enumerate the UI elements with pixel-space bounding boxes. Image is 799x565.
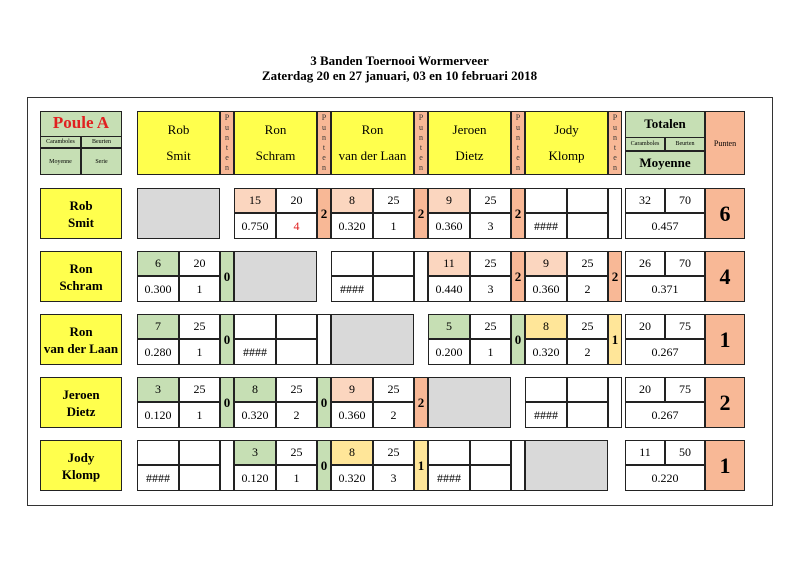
match-serie: 3 [470,276,511,302]
match-beurten [470,440,511,465]
total-points: 4 [705,251,745,302]
match-moyenne: 0.440 [428,276,470,302]
punten-letter: n [516,163,520,172]
row-last-name: Smit [68,214,94,230]
total-beurten: 75 [665,377,705,402]
total-moyenne: 0.267 [625,339,705,365]
column-header-first-name: Jody [554,122,579,137]
match-points: 2 [317,188,331,239]
punten-letter: n [322,163,326,172]
row-player-name [40,377,122,428]
column-header-player [137,111,220,175]
match-serie [179,465,220,491]
match-beurten [276,314,317,339]
legend-caramboles: Caramboles [40,136,81,148]
match-caramboles: 9 [525,251,567,276]
match-serie: 1 [373,213,414,239]
legend-beurten: Beurten [81,136,122,148]
match-points: 0 [220,377,234,428]
punten-letter: P [612,113,618,122]
punten-letter: n [516,133,520,142]
punten-letter: t [516,143,520,152]
total-caramboles: 26 [625,251,665,276]
punten-letter: u [516,123,520,132]
totals-header-caramboles: Caramboles [625,137,665,151]
match-serie: 3 [373,465,414,491]
match-points: 2 [608,251,622,302]
match-serie [276,339,317,365]
self-match-cell [234,251,317,302]
match-points [608,188,622,239]
match-serie: 1 [470,339,511,365]
column-header-first-name: Ron [264,122,287,137]
match-moyenne: #### [428,465,470,491]
punten-letter: P [515,113,521,122]
match-moyenne: 0.360 [428,213,470,239]
match-points: 0 [317,377,331,428]
match-serie: 1 [276,465,317,491]
column-header-player [234,111,317,175]
row-last-name: Dietz [66,403,96,419]
column-header-first-name: Jeroen [452,122,487,137]
total-points: 6 [705,188,745,239]
match-serie: 1 [179,402,220,428]
column-header-punten [317,111,331,175]
match-beurten: 25 [567,251,608,276]
match-serie: 1 [179,276,220,302]
match-points: 1 [608,314,622,365]
match-serie: 2 [567,339,608,365]
match-caramboles: 8 [234,377,276,402]
match-caramboles [525,377,567,402]
total-points: 1 [705,314,745,365]
punten-letter: e [516,153,520,162]
match-caramboles: 6 [137,251,179,276]
punten-letter: n [322,133,326,142]
row-player-name [40,251,122,302]
match-points: 2 [414,188,428,239]
match-serie: 3 [470,213,511,239]
match-moyenne: 0.750 [234,213,276,239]
match-beurten [179,440,220,465]
legend-serie: Serie [81,148,122,175]
match-moyenne: #### [234,339,276,365]
match-caramboles: 8 [525,314,567,339]
punten-letter: P [321,113,327,122]
match-moyenne: 0.360 [525,276,567,302]
punten-letter: u [225,123,229,132]
match-beurten: 25 [373,188,414,213]
match-serie [373,276,414,302]
match-points [220,440,234,491]
punten-letter: u [419,123,423,132]
total-moyenne: 0.220 [625,465,705,491]
match-caramboles: 8 [331,188,373,213]
match-beurten: 20 [276,188,317,213]
row-first-name: Ron [69,323,93,339]
total-caramboles: 32 [625,188,665,213]
match-caramboles: 15 [234,188,276,213]
match-points: 2 [511,188,525,239]
match-caramboles [137,440,179,465]
match-moyenne: #### [331,276,373,302]
match-beurten: 25 [470,188,511,213]
total-moyenne: 0.371 [625,276,705,302]
match-points: 1 [414,440,428,491]
match-moyenne: #### [525,213,567,239]
total-beurten: 75 [665,314,705,339]
punten-letter: t [225,143,229,152]
total-moyenne: 0.267 [625,402,705,428]
match-caramboles: 3 [137,377,179,402]
column-header-player [331,111,414,175]
punten-letter: u [322,123,326,132]
match-points: 2 [414,377,428,428]
self-match-cell [428,377,511,428]
row-last-name: Klomp [61,466,101,482]
match-caramboles [428,440,470,465]
match-serie: 2 [567,276,608,302]
match-caramboles [525,188,567,213]
punten-letter: n [613,133,617,142]
poule-title: Poule A [52,113,110,132]
totals-header-punten: Punten [705,111,745,175]
punten-letter: n [613,163,617,172]
tournament-title: 3 Banden Toernooi Wormerveer [310,53,489,68]
row-last-name: van der Laan [43,340,119,356]
match-moyenne: 0.320 [234,402,276,428]
match-moyenne: 0.200 [428,339,470,365]
punten-letter: P [224,113,230,122]
punten-letter: n [419,163,423,172]
match-beurten [567,377,608,402]
match-caramboles: 7 [137,314,179,339]
match-caramboles: 5 [428,314,470,339]
self-match-cell [331,314,414,365]
match-caramboles: 9 [428,188,470,213]
match-serie [567,402,608,428]
match-beurten: 25 [276,377,317,402]
match-serie: 2 [276,402,317,428]
match-beurten: 25 [567,314,608,339]
column-header-last-name: Klomp [548,148,585,163]
match-points [608,377,622,428]
punten-letter: P [418,113,424,122]
column-header-last-name: Dietz [455,148,484,163]
match-serie: 4 [276,213,317,239]
column-header-first-name: Ron [361,122,384,137]
match-moyenne: 0.360 [331,402,373,428]
total-caramboles: 20 [625,377,665,402]
punten-letter: t [322,143,326,152]
match-moyenne: 0.120 [234,465,276,491]
column-header-punten [414,111,428,175]
total-caramboles: 11 [625,440,665,465]
totals-header-title: Totalen [644,116,686,131]
match-caramboles: 11 [428,251,470,276]
match-moyenne: #### [137,465,179,491]
total-points: 1 [705,440,745,491]
total-moyenne: 0.457 [625,213,705,239]
match-caramboles: 9 [331,377,373,402]
match-points [511,440,525,491]
match-beurten [373,251,414,276]
punten-letter: u [613,123,617,132]
match-moyenne: 0.280 [137,339,179,365]
match-beurten: 25 [179,314,220,339]
total-beurten: 70 [665,188,705,213]
match-caramboles: 3 [234,440,276,465]
column-header-punten [220,111,234,175]
match-beurten: 25 [373,440,414,465]
self-match-cell [137,188,220,239]
match-beurten: 25 [276,440,317,465]
match-caramboles [234,314,276,339]
column-header-player [525,111,608,175]
match-points: 0 [511,314,525,365]
punten-letter: e [322,153,326,162]
punten-letter: e [225,153,229,162]
match-points [317,314,331,365]
totals-header-moyenne: Moyenne [625,151,705,175]
match-points: 0 [220,314,234,365]
totals-header-beurten: Beurten [665,137,705,151]
row-first-name: Jeroen [62,386,100,402]
match-points: 2 [511,251,525,302]
row-player-name [40,188,122,239]
column-header-last-name: Schram [255,148,296,163]
total-beurten: 70 [665,251,705,276]
column-header-punten [511,111,525,175]
total-points: 2 [705,377,745,428]
row-player-name [40,440,122,491]
match-serie [567,213,608,239]
match-beurten: 25 [470,251,511,276]
match-points: 0 [317,440,331,491]
punten-letter: n [419,133,423,142]
match-serie: 2 [373,402,414,428]
total-beurten: 50 [665,440,705,465]
match-beurten: 20 [179,251,220,276]
total-caramboles: 20 [625,314,665,339]
row-first-name: Rob [69,197,93,213]
match-serie: 1 [179,339,220,365]
punten-letter: n [225,163,229,172]
match-moyenne: 0.320 [331,213,373,239]
punten-letter: e [613,153,617,162]
row-first-name: Jody [67,449,95,465]
tournament-dates: Zaterdag 20 en 27 januari, 03 en 10 februari 2018 [261,68,538,83]
punten-letter: n [225,133,229,142]
match-beurten: 25 [373,377,414,402]
row-player-name [40,314,122,365]
match-moyenne: 0.320 [331,465,373,491]
self-match-cell [525,440,608,491]
match-moyenne: #### [525,402,567,428]
match-beurten [567,188,608,213]
match-moyenne: 0.320 [525,339,567,365]
column-header-last-name: Smit [166,148,191,163]
row-first-name: Ron [69,260,93,276]
punten-letter: t [613,143,617,152]
legend-moyenne: Moyenne [40,148,81,175]
match-points [414,251,428,302]
match-beurten: 25 [470,314,511,339]
match-points: 0 [220,251,234,302]
column-header-punten [608,111,622,175]
match-moyenne: 0.300 [137,276,179,302]
column-header-last-name: van der Laan [338,148,407,163]
match-beurten: 25 [179,377,220,402]
column-header-player [428,111,511,175]
column-header-first-name: Rob [167,122,190,137]
match-caramboles [331,251,373,276]
row-last-name: Schram [59,277,103,293]
punten-letter: t [419,143,423,152]
match-moyenne: 0.120 [137,402,179,428]
match-caramboles: 8 [331,440,373,465]
punten-letter: e [419,153,423,162]
match-serie [470,465,511,491]
